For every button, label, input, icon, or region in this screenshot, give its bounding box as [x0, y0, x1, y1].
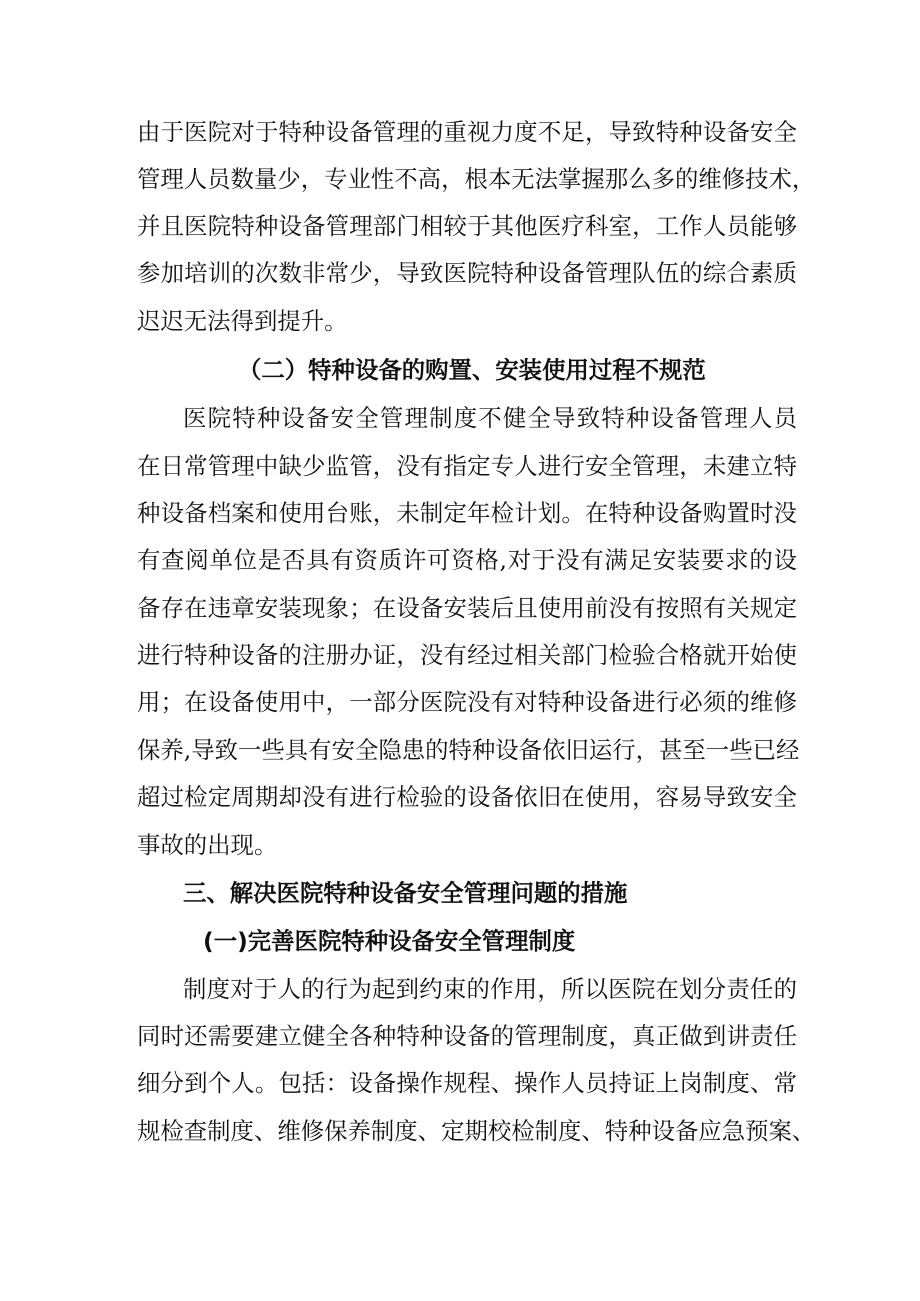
paragraph-3-line-2: 同时还需要建立健全各种特种设备的管理制度，真正做到讲责任	[137, 1022, 797, 1050]
paragraph-2-line-8: 保养,导致一些具有安全隐患的特种设备依旧运行，甚至一些已经	[137, 736, 800, 764]
paragraph-1-line-4: 参加培训的次数非常少，导致医院特种设备管理队伍的综合素质	[137, 259, 797, 287]
paragraph-2-line-10: 事故的出现。	[137, 831, 278, 859]
paragraph-2-line-5: 备存在违章安装现象；在设备安装后且使用前没有按照有关规定	[137, 594, 797, 622]
paragraph-1-line-2: 管理人员数量少，专业性不高，根本无法掌握那么多的维修技术，	[137, 165, 816, 193]
subsection-heading-3-1: (一)完善医院特种设备安全管理制度	[203, 927, 576, 955]
paragraph-2-line-7: 用；在设备使用中，一部分医院没有对特种设备进行必须的维修	[137, 688, 797, 716]
paragraph-2-line-2: 在日常管理中缺少监管，没有指定专人进行安全管理，未建立特	[137, 452, 797, 480]
paragraph-2-line-6: 进行特种设备的注册办证，没有经过相关部门检验合格就开始使	[137, 641, 797, 669]
paragraph-2-line-9: 超过检定周期却没有进行检验的设备依旧在使用，容易导致安全	[137, 783, 797, 811]
section-heading-3: 三、解决医院特种设备安全管理问题的措施	[183, 879, 628, 907]
paragraph-2-line-4: 有查阅单位是否具有资质许可资格,对于没有满足安装要求的设	[137, 546, 797, 574]
section-heading-2: （二）特种设备的购置、安装使用过程不规范	[238, 356, 706, 384]
paragraph-2-line-3: 种设备档案和使用台账，未制定年检计划。在特种设备购置时没	[137, 499, 797, 527]
paragraph-1-line-5: 迟迟无法得到提升。	[137, 307, 348, 335]
paragraph-1-line-3: 并且医院特种设备管理部门相较于其他医疗科室，工作人员能够	[137, 212, 797, 240]
paragraph-3-line-4: 规检查制度、维修保养制度、定期校检制度、特种设备应急预案、	[137, 1117, 816, 1145]
paragraph-1-line-1: 由于医院对于特种设备管理的重视力度不足，导致特种设备安全	[137, 118, 797, 146]
paragraph-3-line-3: 细分到个人。包括：设备操作规程、操作人员持证上岗制度、常	[137, 1069, 797, 1097]
paragraph-3-line-1: 制度对于人的行为起到约束的作用，所以医院在划分责任的	[183, 975, 797, 1003]
paragraph-2-line-1: 医院特种设备安全管理制度不健全导致特种设备管理人员	[183, 404, 797, 432]
